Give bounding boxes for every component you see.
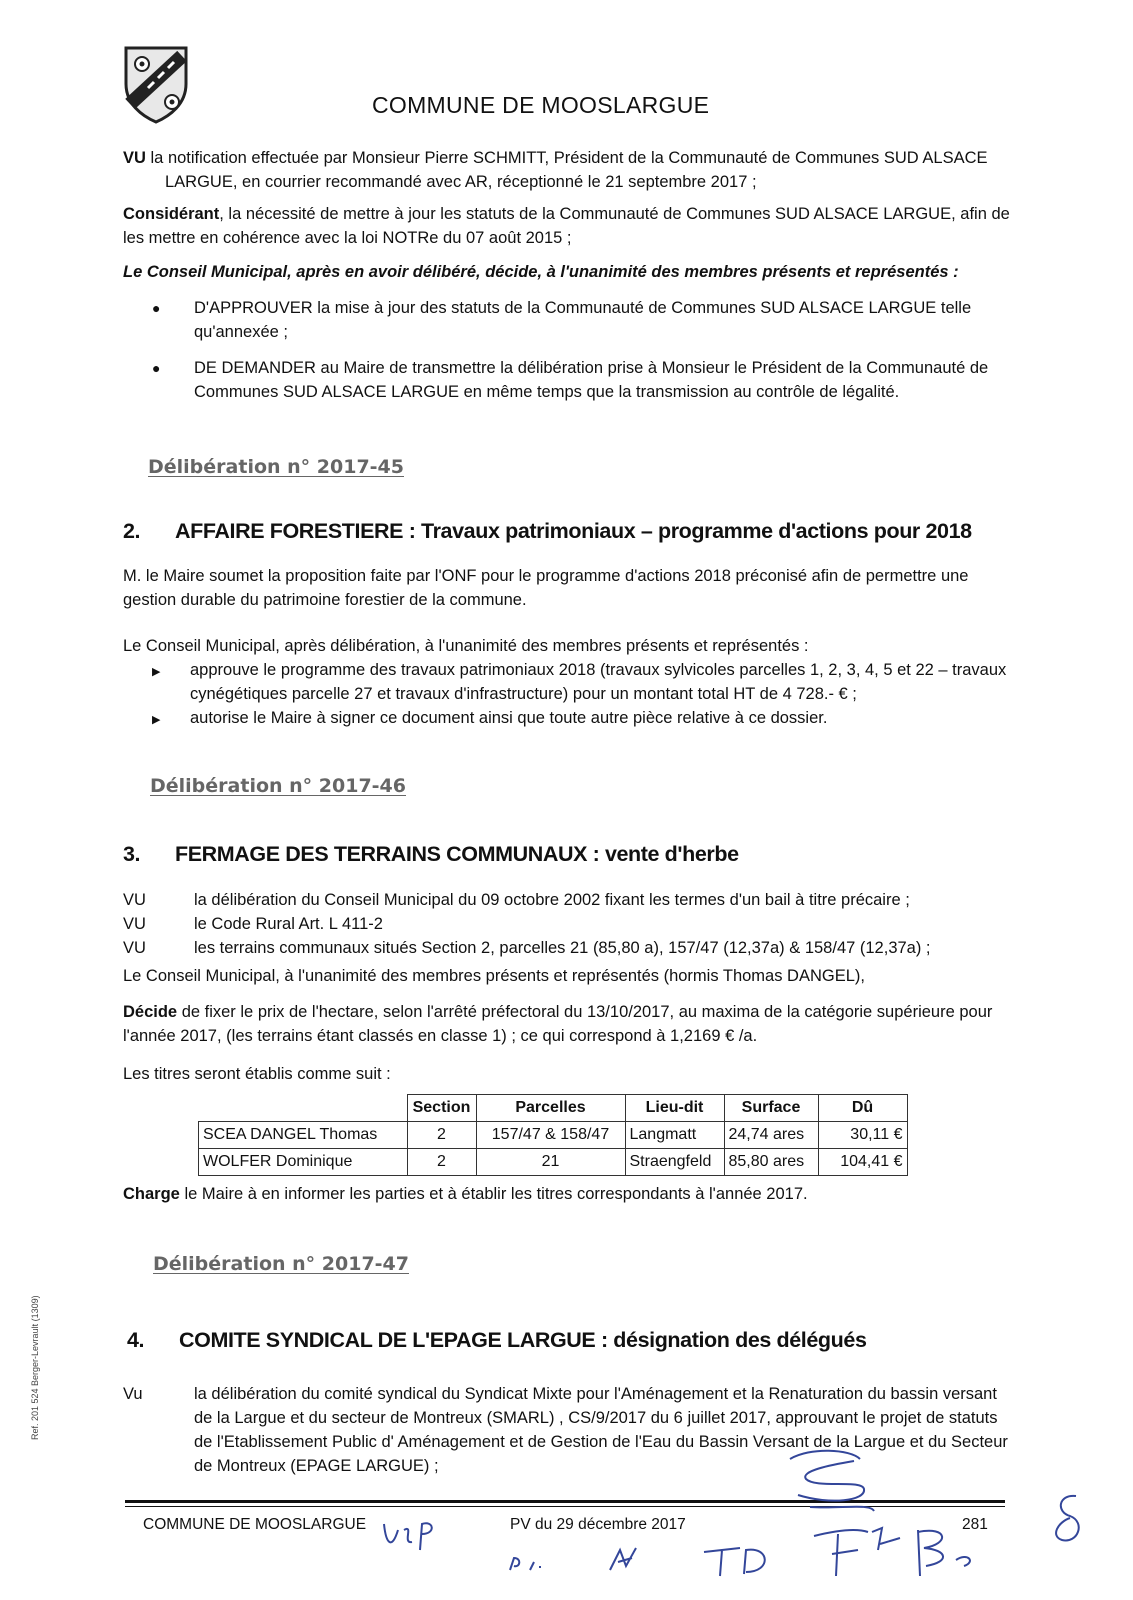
table-cell: 85,80 ares — [724, 1149, 818, 1176]
table-header: Section — [407, 1095, 476, 1122]
footer-commune: COMMUNE DE MOOSLARGUE — [143, 1516, 367, 1533]
arrow-bullet-icon: ▶ — [152, 666, 161, 678]
table-header: Surface — [724, 1095, 818, 1122]
table-cell: 24,74 ares — [724, 1122, 818, 1149]
footer-pv-date: PV du 29 décembre 2017 — [510, 1516, 686, 1533]
table-cell: 21 — [476, 1149, 625, 1176]
table-cell: 157/47 & 158/47 — [476, 1122, 625, 1149]
section-heading: 4. COMITE SYNDICAL DE L'EPAGE LARGUE : désignation des délégués — [127, 1328, 867, 1352]
page-title: COMMUNE DE MOOSLARGUE — [372, 92, 710, 118]
arrow-bullet-icon: ▶ — [152, 714, 161, 726]
table-header: Lieu-dit — [625, 1095, 724, 1122]
considerant-paragraph: Considérant, la nécessité de mettre à jour les statuts de la Communauté de Communes SUD ALSACE LARGUE, afin de les mettre en cohérence avec la loi NOTRe du 07 août 2015 ; — [123, 205, 1010, 247]
section-heading: 3. FERMAGE DES TERRAINS COMMUNAUX : vente d'herbe — [123, 842, 739, 866]
page-number: 281 — [962, 1516, 988, 1533]
list-item: ● D'APPROUVER la mise à jour des statuts de la Communauté de Communes SUD ALSACE LARGUE telle qu'annexée ; — [152, 296, 1012, 344]
list-item: ● DE DEMANDER au Maire de transmettre la délibération prise à Monsieur le Président de la Communauté de Communes SUD ALSACE LARGUE en même temps que la transmission au contrôle de légalité. — [152, 356, 1012, 404]
commune-crest-icon — [122, 44, 190, 124]
deliberation-number: Délibération n° 2017-45 — [148, 456, 404, 478]
table-cell: SCEA DANGEL Thomas — [199, 1122, 408, 1149]
vu-line: VU les terrains communaux situés Section 2, parcelles 21 (85,80 a), 157/47 (12,37a) & 158/47 (12,37a) ; — [123, 939, 931, 957]
vu-line: VU la délibération du Conseil Municipal du 09 octobre 2002 fixant les termes d'un bail à titre précaire ; — [123, 891, 910, 909]
signature-initials — [500, 1540, 700, 1580]
table-cell: 2 — [407, 1122, 476, 1149]
section-heading: 2. AFFAIRE FORESTIERE : Travaux patrimoniaux – programme d'actions pour 2018 — [123, 519, 972, 543]
signature-initials — [1048, 1488, 1088, 1558]
table-header-row — [199, 1095, 908, 1122]
vu-notification: VU la notification effectuée par Monsieur Pierre SCHMITT, Président de la Communauté de Communes SUD ALSACE LARGUE, en courrier recommandé avec AR, réceptionné le 21 septembre 2017 ; — [123, 149, 988, 191]
table-header: Dû — [818, 1095, 907, 1122]
bullet-icon: ● — [152, 300, 161, 316]
table-cell: 2 — [407, 1149, 476, 1176]
side-reference: Ref. 201 524 Berger-Levrault (1309) — [30, 1295, 40, 1440]
signature-initials — [700, 1536, 790, 1580]
signature-scrawl — [770, 1445, 880, 1515]
deliberation-number: Délibération n° 2017-46 — [150, 775, 406, 797]
decision-line: Le Conseil Municipal, à l'unanimité des membres présents et représentés (hormis Thomas DANGEL), — [123, 967, 865, 985]
decide-paragraph: Décide de fixer le prix de l'hectare, selon l'arrêté préfectoral du 13/10/2017, au maxima de la catégorie supérieure pour l'année 2017, (les terrains étant classés en classe 1) ; ce qui correspond à 1,2169 € /a. — [123, 1003, 993, 1045]
signature-initials — [380, 1510, 440, 1560]
titres-table — [198, 1094, 908, 1176]
section-intro: M. le Maire soumet la proposition faite par l'ONF pour le programme d'actions 2018 préconisé afin de permettre une gestion durable du patrimoine forestier de la commune. — [123, 567, 969, 609]
decision-line: Le Conseil Municipal, après en avoir délibéré, décide, à l'unanimité des membres présents et représentés : — [123, 263, 959, 281]
table-cell: WOLFER Dominique — [199, 1149, 408, 1176]
signature-initials — [808, 1520, 998, 1580]
list-item: ▶ approuve le programme des travaux patrimoniaux 2018 (travaux sylvicoles parcelles 1, 2, 3, 4, 5 et 22 – travaux cynégétiques parcelle 27 et travaux d'infrastructure) pour un montant total HT de 4 728.- € ; — [152, 658, 1012, 706]
titres-intro: Les titres seront établis comme suit : — [123, 1065, 391, 1083]
table-header: Parcelles — [476, 1095, 625, 1122]
list-item: ▶ autorise le Maire à signer ce document ainsi que toute autre pièce relative à ce dossier. — [152, 706, 1012, 732]
table-cell: 104,41 € — [818, 1149, 907, 1176]
table-header-empty — [199, 1095, 408, 1122]
table-cell: Straengfeld — [625, 1149, 724, 1176]
table-row — [199, 1122, 908, 1149]
table-row — [199, 1149, 908, 1176]
deliberation-number: Délibération n° 2017-47 — [153, 1253, 409, 1275]
charge-paragraph: Charge le Maire à en informer les parties et à établir les titres correspondants à l'année 2017. — [123, 1185, 808, 1203]
vu-line: Vu la délibération du comité syndical du Syndicat Mixte pour l'Aménagement et la Renaturation du bassin versant de la Largue et du secteur de Montreux (SMARL) , CS/9/2017 du 6 juillet 2017, approuvant le projet de statuts de l'Etablissement Public d' Aménagement et de Gestion de l'Eau du Bassin Versant de la Largue et du Secteur de Montreux (EPAGE LARGUE) ; — [123, 1385, 1008, 1475]
decision-line: Le Conseil Municipal, après délibération, à l'unanimité des membres présents et représentés : — [123, 637, 809, 655]
table-cell: 30,11 € — [818, 1122, 907, 1149]
table-cell: Langmatt — [625, 1122, 724, 1149]
bullet-icon: ● — [152, 360, 161, 376]
vu-line: VU le Code Rural Art. L 411-2 — [123, 915, 383, 933]
